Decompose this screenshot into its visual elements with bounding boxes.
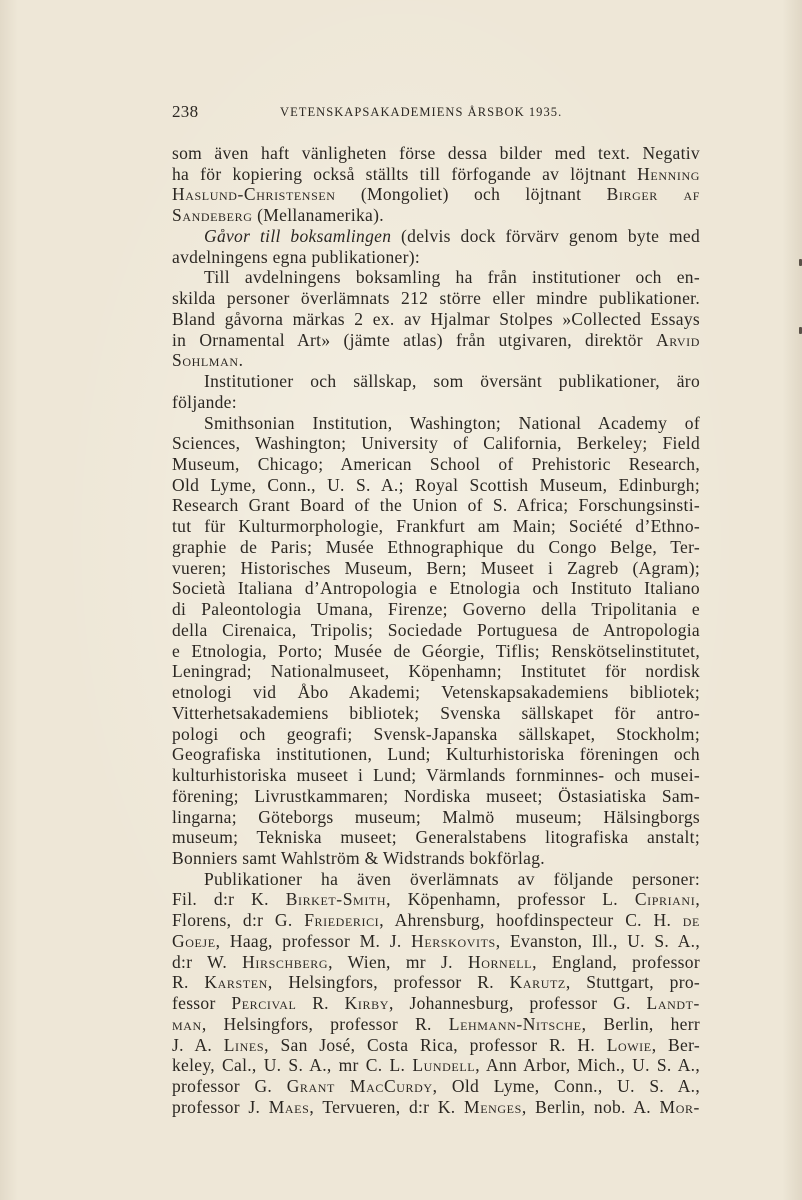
text-line: [172, 495, 700, 516]
text-segment: Smithsonian Institution, Washington; National Academy of: [204, 412, 700, 433]
text-segment: ha för kopiering också ställts till förfogande av löjtnant: [172, 163, 638, 184]
text-line: [172, 931, 700, 952]
text-line: [172, 827, 700, 848]
small-caps-name: Karutz: [509, 972, 566, 993]
text-segment: , Berlin, herr: [581, 1013, 700, 1034]
paragraph: [172, 869, 700, 1118]
small-caps-name: Birger af: [606, 184, 700, 205]
small-caps-name: Arvid: [655, 329, 700, 350]
text-segment: .: [238, 350, 244, 371]
running-head: [0, 102, 802, 122]
text-segment: Bonniers samt Wahlström & Widstrands bokförlag.: [172, 847, 545, 868]
text-segment: kulturhistoriska museet i Lund; Värmlands fornminnes- och musei-: [172, 765, 700, 786]
text-line: [172, 475, 700, 496]
text-segment: , San José, Costa Rica, professor R. H.: [264, 1034, 607, 1055]
text-segment: , Köpenhamn, professor L.: [386, 889, 635, 910]
small-caps-name: Menges: [464, 1096, 522, 1117]
text-segment: della Cirenaica, Tripolis; Sociedade Portuguesa de Antropologia: [172, 619, 700, 640]
text-line: [172, 288, 700, 309]
text-segment: Leningrad; Nationalmuseet, Köpenhamn; Institutet för nordisk: [172, 661, 700, 682]
text-segment: tut für Kulturmorphologie, Frankfurt am Main; Société d’Ethno-: [172, 516, 700, 537]
text-line: [172, 164, 700, 185]
small-caps-name: Sohlman: [172, 350, 239, 371]
text-line: [172, 599, 700, 620]
small-caps-name: Lowie: [606, 1034, 652, 1055]
text-line: [172, 848, 700, 869]
text-segment: , Ann Arbor, Mich., U. S. A.,: [475, 1055, 700, 1076]
small-caps-name: Mor-: [659, 1096, 700, 1117]
small-caps-name: Landt-: [646, 993, 700, 1014]
text-segment: etnologi vid Åbo Akademi; Vetenskapsakademiens bibliotek;: [172, 682, 700, 703]
text-segment: Florens, d:r G.: [172, 910, 305, 931]
text-line: [172, 226, 700, 247]
small-caps-name: Friederici: [304, 910, 380, 931]
text-segment: , Ber-: [651, 1034, 700, 1055]
text-line: [172, 205, 700, 226]
text-segment: (Mellanamerika).: [252, 205, 384, 226]
small-caps-name: Lehmann-Nitsche: [448, 1013, 582, 1034]
small-caps-name: de: [682, 910, 700, 931]
text-segment: lingarna; Göteborgs museum; Malmö museum; Hälsingborgs: [172, 806, 700, 827]
text-segment: , Johannesburg, professor G.: [388, 993, 647, 1014]
text-line: [172, 309, 700, 330]
text-line: [172, 889, 700, 910]
text-segment: Fil. d:r K.: [172, 889, 286, 910]
small-caps-name: Hirschberg: [242, 951, 329, 972]
italic-phrase: Gåvor till boksamlingen: [204, 225, 392, 246]
text-line: [172, 724, 700, 745]
text-segment: , Evanston, Ill., U. S. A.,: [495, 930, 700, 951]
text-segment: Research Grant Board of the Union of S. Africa; Forschungsinsti-: [172, 495, 700, 516]
text-segment: Institutioner och sällskap, som översänt publikationer, äro: [204, 371, 700, 392]
text-line: [172, 350, 700, 371]
text-line: [172, 661, 700, 682]
text-line: [172, 703, 700, 724]
text-segment: Publikationer ha även överlämnats av följande personer:: [204, 868, 700, 889]
small-caps-name: Grant MacCurdy: [286, 1076, 433, 1097]
text-line: [172, 1076, 700, 1097]
text-line: [172, 267, 700, 288]
small-caps-name: Hornell: [467, 951, 533, 972]
text-line: [172, 641, 700, 662]
text-segment: museum; Tekniska museet; Generalstabens litografiska anstalt;: [172, 827, 700, 848]
small-caps-name: Karsten: [204, 972, 268, 993]
small-caps-name: Haslund-Christensen: [172, 184, 336, 205]
text-segment: , Helsingfors, professor R.: [267, 972, 510, 993]
text-segment: , Berlin, nob. A.: [521, 1096, 660, 1117]
text-segment: avdelningens egna publikationer):: [172, 246, 421, 267]
text-line: [172, 807, 700, 828]
paragraph: [172, 267, 700, 371]
small-caps-name: Birket-Smith: [285, 889, 387, 910]
text-segment: Sciences, Washington; University of California, Berkeley; Field: [172, 433, 700, 454]
text-line: [172, 516, 700, 537]
small-caps-name: Lines: [223, 1034, 265, 1055]
text-line: [172, 682, 700, 703]
text-line: [172, 1014, 700, 1035]
text-segment: R.: [296, 993, 345, 1014]
text-line: [172, 537, 700, 558]
text-segment: Vitterhetsakademiens bibliotek; Svenska sällskapet för antro-: [172, 702, 700, 723]
text-segment: graphie de Paris; Musée Ethnographique du Congo Belge, Ter-: [172, 536, 700, 557]
text-segment: , Wien, mr J.: [328, 951, 468, 972]
body-text: [172, 143, 700, 1118]
text-segment: , Stuttgart, pro-: [565, 972, 701, 993]
text-segment: , England, professor: [532, 951, 700, 972]
text-line: [172, 330, 700, 351]
text-segment: Museum, Chicago; American School of Prehistoric Research,: [172, 454, 700, 475]
text-segment: di Paleontologia Umana, Firenze; Governo della Tripolitania e: [172, 599, 700, 620]
text-segment: förening; Livrustkammaren; Nordiska museet; Östasiatiska Sam-: [172, 785, 700, 806]
text-segment: , Tervueren, d:r K.: [309, 1096, 465, 1117]
text-line: [172, 143, 700, 164]
text-segment: skilda personer överlämnats 212 större eller mindre publikationer.: [172, 288, 700, 309]
text-line: [172, 620, 700, 641]
small-caps-name: Kirby: [344, 993, 389, 1014]
running-title: VETENSKAPSAKADEMIENS ÅRSBOK 1935.: [280, 105, 563, 119]
small-caps-name: Percival: [231, 993, 297, 1014]
small-caps-name: Sandeberg: [172, 205, 253, 226]
text-segment: vueren; Historisches Museum, Bern; Museet i Zagreb (Agram);: [172, 557, 700, 578]
text-segment: professor J.: [172, 1096, 269, 1117]
text-line: [172, 972, 700, 993]
page-number: 238: [172, 102, 199, 121]
text-line: [172, 786, 700, 807]
text-line: [172, 1055, 700, 1076]
text-segment: , Helsingfors, professor R.: [201, 1013, 449, 1034]
text-segment: J. A.: [172, 1034, 224, 1055]
paragraph: [172, 413, 700, 869]
text-segment: e Etnologia, Porto; Musée de Géorgie, Tiflis; Renskötselinstitutet,: [172, 640, 700, 661]
text-segment: följande:: [172, 391, 237, 412]
text-line: [172, 371, 700, 392]
text-segment: Bland gåvorna märkas 2 ex. av Hjalmar Stolpes »Collected Essays: [172, 308, 700, 329]
text-segment: keley, Cal., U. S. A., mr C. L.: [172, 1055, 413, 1076]
text-segment: Till avdelningens boksamling ha från institutioner och en-: [204, 267, 700, 288]
small-caps-name: Cipriani: [634, 889, 696, 910]
text-segment: som även haft vänligheten förse dessa bilder med text. Negativ: [172, 143, 700, 163]
small-caps-name: Lundell: [412, 1055, 476, 1076]
small-caps-name: Goeje: [172, 930, 216, 951]
small-caps-name: Maes: [268, 1096, 310, 1117]
text-line: [172, 1097, 700, 1118]
text-line: [172, 558, 700, 579]
text-segment: d:r W.: [172, 951, 243, 972]
text-segment: , Old Lyme, Conn., U. S. A.,: [432, 1076, 701, 1097]
text-segment: , Haag, professor M. J.: [215, 930, 412, 951]
text-line: [172, 247, 700, 268]
paragraph: [172, 143, 700, 226]
text-segment: (delvis dock förvärv genom byte med: [391, 225, 700, 246]
text-line: [172, 392, 700, 413]
text-line: [172, 765, 700, 786]
text-segment: pologi och geografi; Svensk-Japanska sällskapet, Stockholm;: [172, 723, 700, 744]
text-segment: professor G.: [172, 1076, 287, 1097]
text-segment: fessor: [172, 993, 232, 1014]
text-line: [172, 413, 700, 434]
text-line: [172, 869, 700, 890]
text-line: [172, 1035, 700, 1056]
text-segment: , Ahrensburg, hoofdinspecteur C. H.: [379, 910, 683, 931]
text-line: [172, 184, 700, 205]
text-segment: R.: [172, 972, 205, 993]
text-line: [172, 744, 700, 765]
paragraph: [172, 226, 700, 267]
small-caps-name: Henning: [637, 163, 700, 184]
text-line: [172, 454, 700, 475]
text-segment: Old Lyme, Conn., U. S. A.; Royal Scottish Museum, Edinburgh;: [172, 474, 700, 495]
text-segment: Società Italiana d’Antropologia e Etnologia och Instituto Italiano: [172, 578, 700, 599]
text-line: [172, 952, 700, 973]
small-caps-name: man: [172, 1013, 202, 1034]
text-segment: ,: [695, 889, 700, 910]
text-line: [172, 578, 700, 599]
paragraph: [172, 371, 700, 412]
text-segment: in Ornamental Art» (jämte atlas) från utgivaren, direktör: [172, 329, 656, 350]
text-segment: Geografiska institutionen, Lund; Kulturhistoriska föreningen och: [172, 744, 700, 765]
text-line: [172, 433, 700, 454]
text-segment: (Mongoliet) och löjtnant: [335, 184, 607, 205]
small-caps-name: Herskovits: [411, 930, 496, 951]
text-line: [172, 993, 700, 1014]
text-line: [172, 910, 700, 931]
